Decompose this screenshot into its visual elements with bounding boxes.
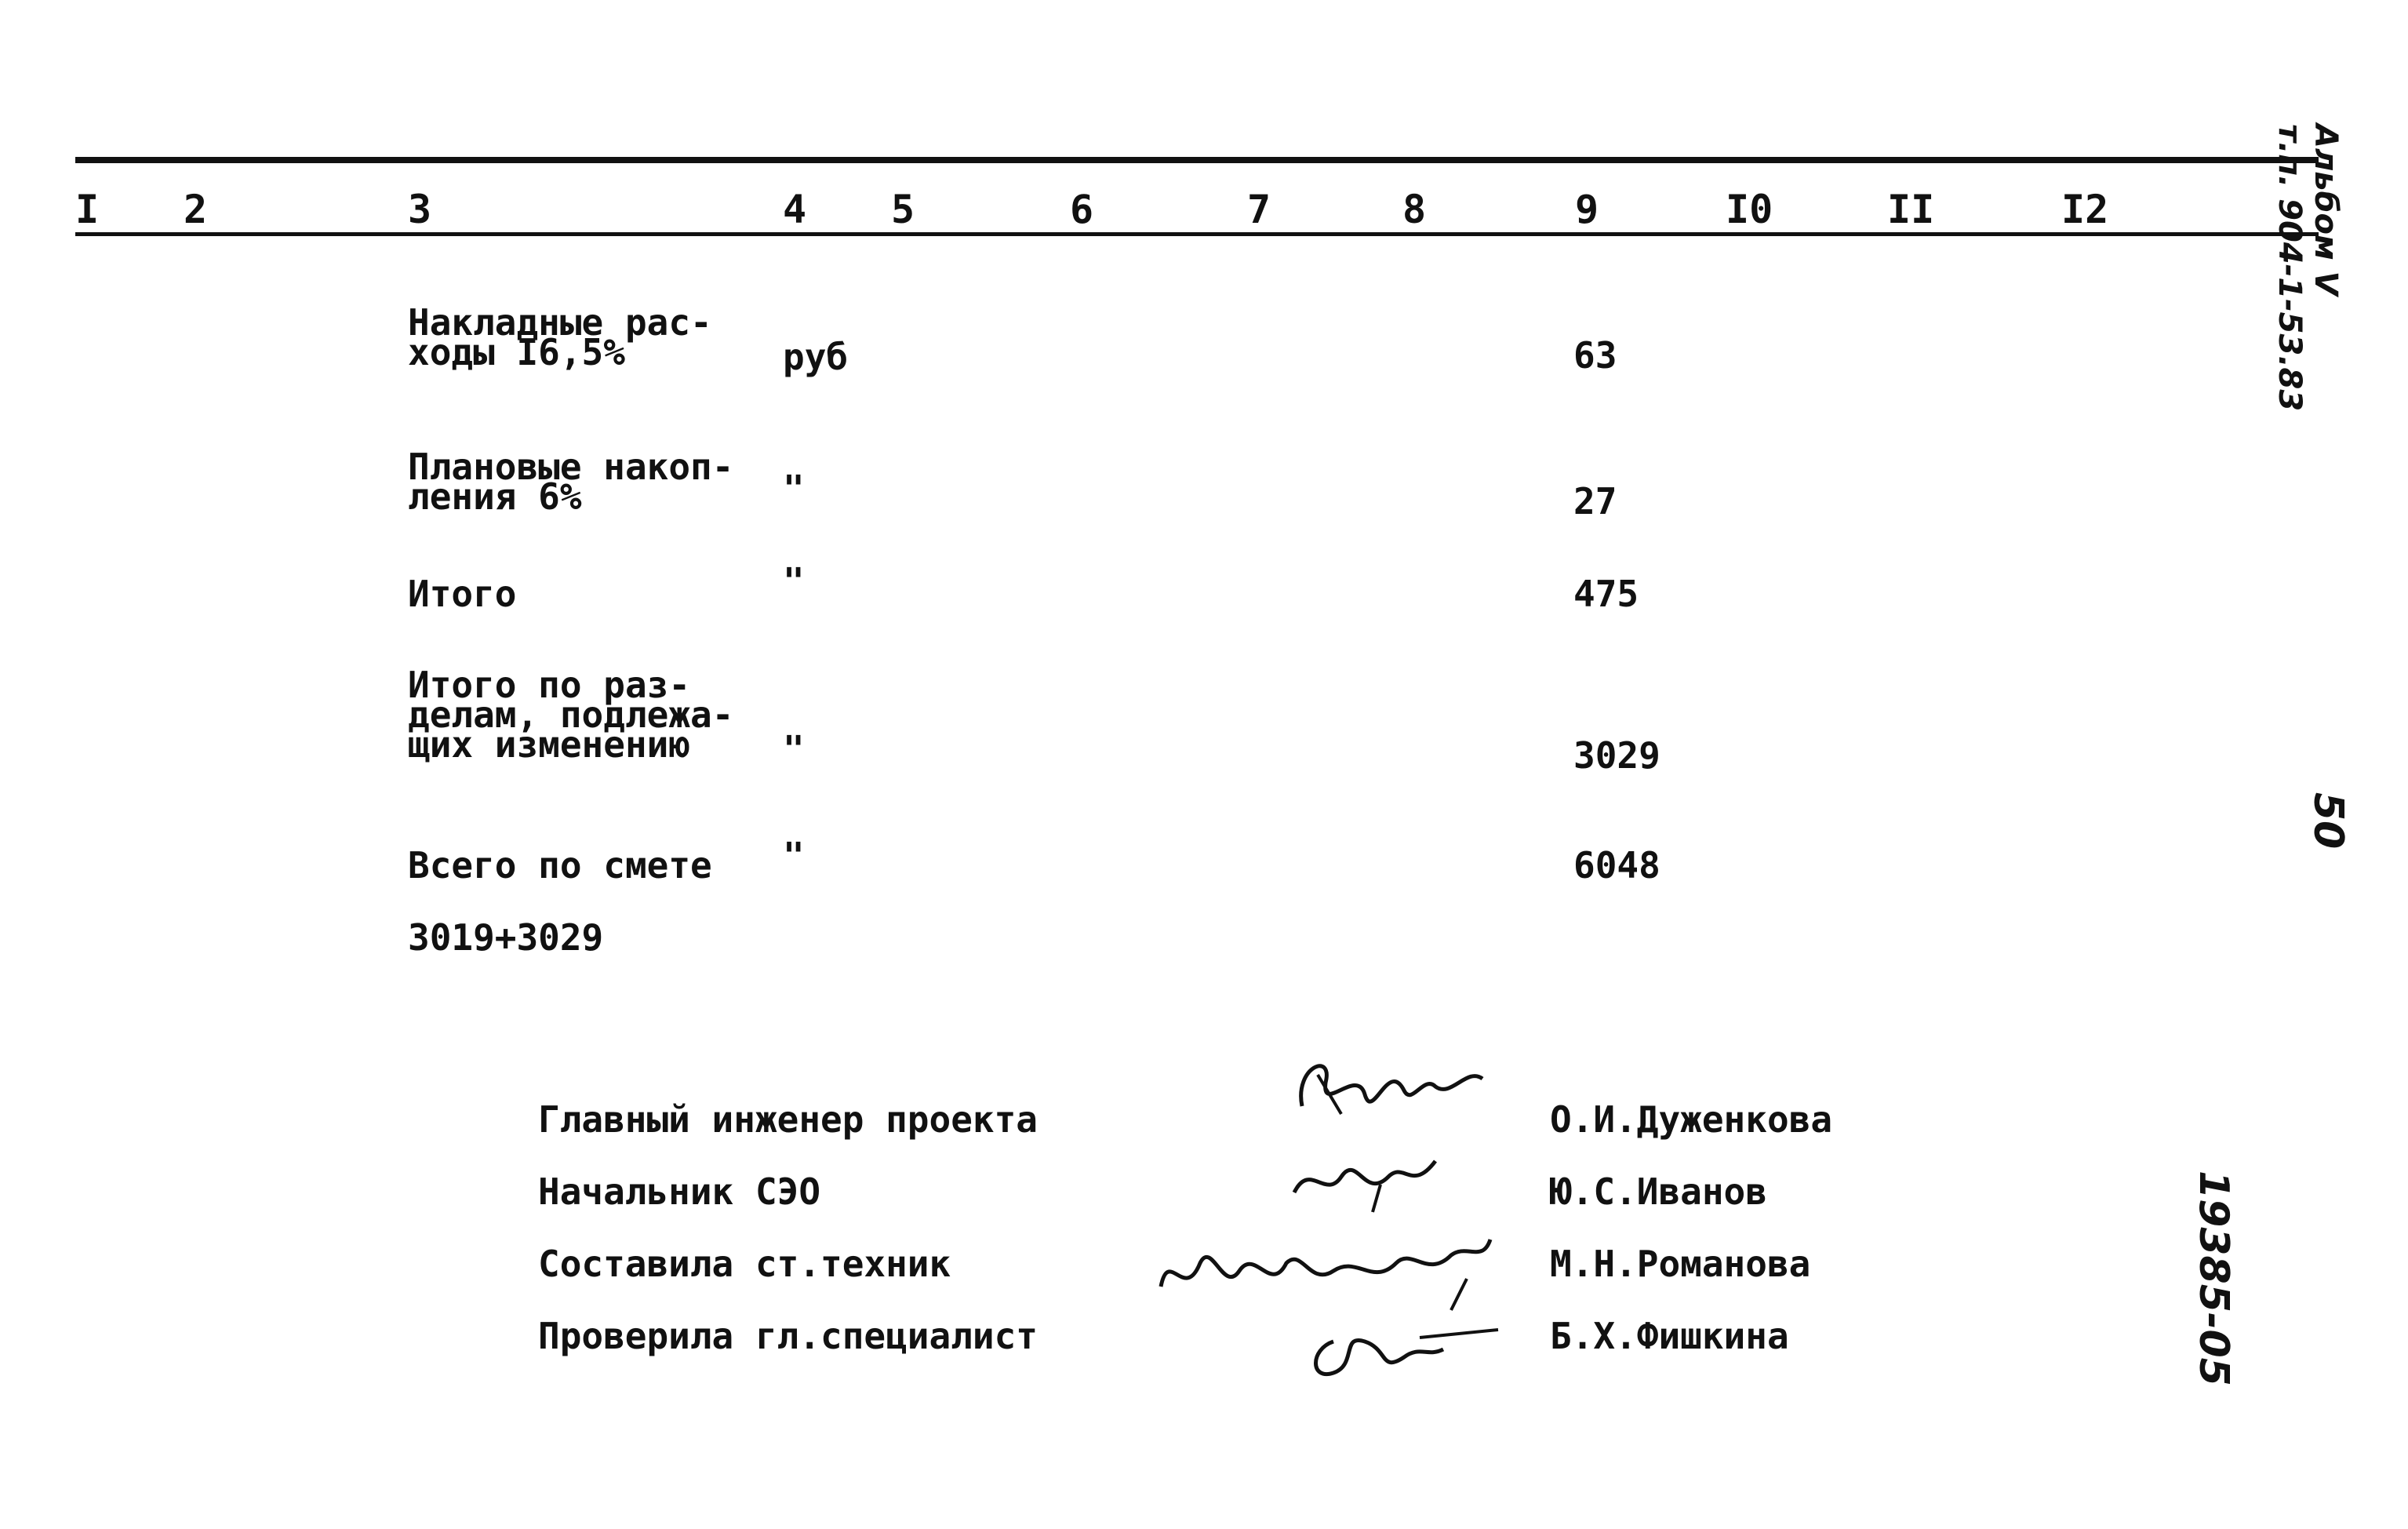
- column-number: 4: [783, 187, 807, 232]
- row-description: 3019+3029: [408, 916, 604, 959]
- column-number: 6: [1070, 187, 1094, 232]
- row-unit: ": [783, 728, 805, 770]
- row-value: 27: [1573, 480, 1617, 522]
- page-number: 50: [2304, 792, 2352, 850]
- row-description: Итого по раз- делам, подлежа- щих изменению: [408, 664, 734, 766]
- column-number: I0: [1726, 187, 1773, 232]
- signer-name: Ю.С.Иванов: [1550, 1170, 1767, 1213]
- signer-name: М.Н.Романова: [1550, 1243, 1811, 1285]
- album-reference: Альбом V т.п. 904-1-53.83: [2272, 124, 2344, 412]
- header-bottom-rule: [75, 232, 2319, 236]
- row-unit: ": [783, 468, 805, 510]
- column-number: 3: [408, 187, 432, 232]
- signer-role: Проверила гл.специалист: [538, 1315, 1038, 1357]
- column-number: 9: [1575, 187, 1599, 232]
- column-number: 2: [184, 187, 208, 232]
- signer-role: Составила ст.техник: [538, 1243, 951, 1285]
- row-description: Накладные рас- ходы I6,5%: [408, 301, 712, 373]
- header-top-rule: [75, 157, 2319, 163]
- row-description: Всего по смете: [408, 844, 712, 886]
- handwritten-signature: [1153, 1232, 1498, 1318]
- signer-role: Главный инженер проекта: [538, 1098, 1038, 1141]
- row-unit: руб: [783, 336, 849, 378]
- signer-name: Б.Х.Фишкина: [1550, 1315, 1789, 1357]
- column-number: 7: [1247, 187, 1271, 232]
- column-number: 5: [891, 187, 915, 232]
- row-description: Итого: [408, 573, 517, 615]
- signer-name: О.И.Дуженкова: [1550, 1098, 1833, 1141]
- column-number: I2: [2061, 187, 2109, 232]
- document-number: 19385-05: [2190, 1170, 2237, 1386]
- signer-role: Начальник СЭО: [538, 1170, 821, 1213]
- handwritten-signature: [1286, 1145, 1443, 1216]
- row-description: Плановые накоп- ления 6%: [408, 446, 734, 518]
- handwritten-signature: [1302, 1318, 1506, 1396]
- column-number: II: [1887, 187, 1935, 232]
- row-unit: ": [783, 560, 805, 602]
- column-number: 8: [1402, 187, 1427, 232]
- row-value: 6048: [1573, 844, 1661, 886]
- row-value: 475: [1573, 573, 1639, 615]
- handwritten-signature: [1286, 1051, 1490, 1138]
- row-unit: ": [783, 835, 805, 877]
- row-value: 3029: [1573, 734, 1661, 777]
- row-value: 63: [1573, 334, 1617, 377]
- column-number: I: [75, 187, 100, 232]
